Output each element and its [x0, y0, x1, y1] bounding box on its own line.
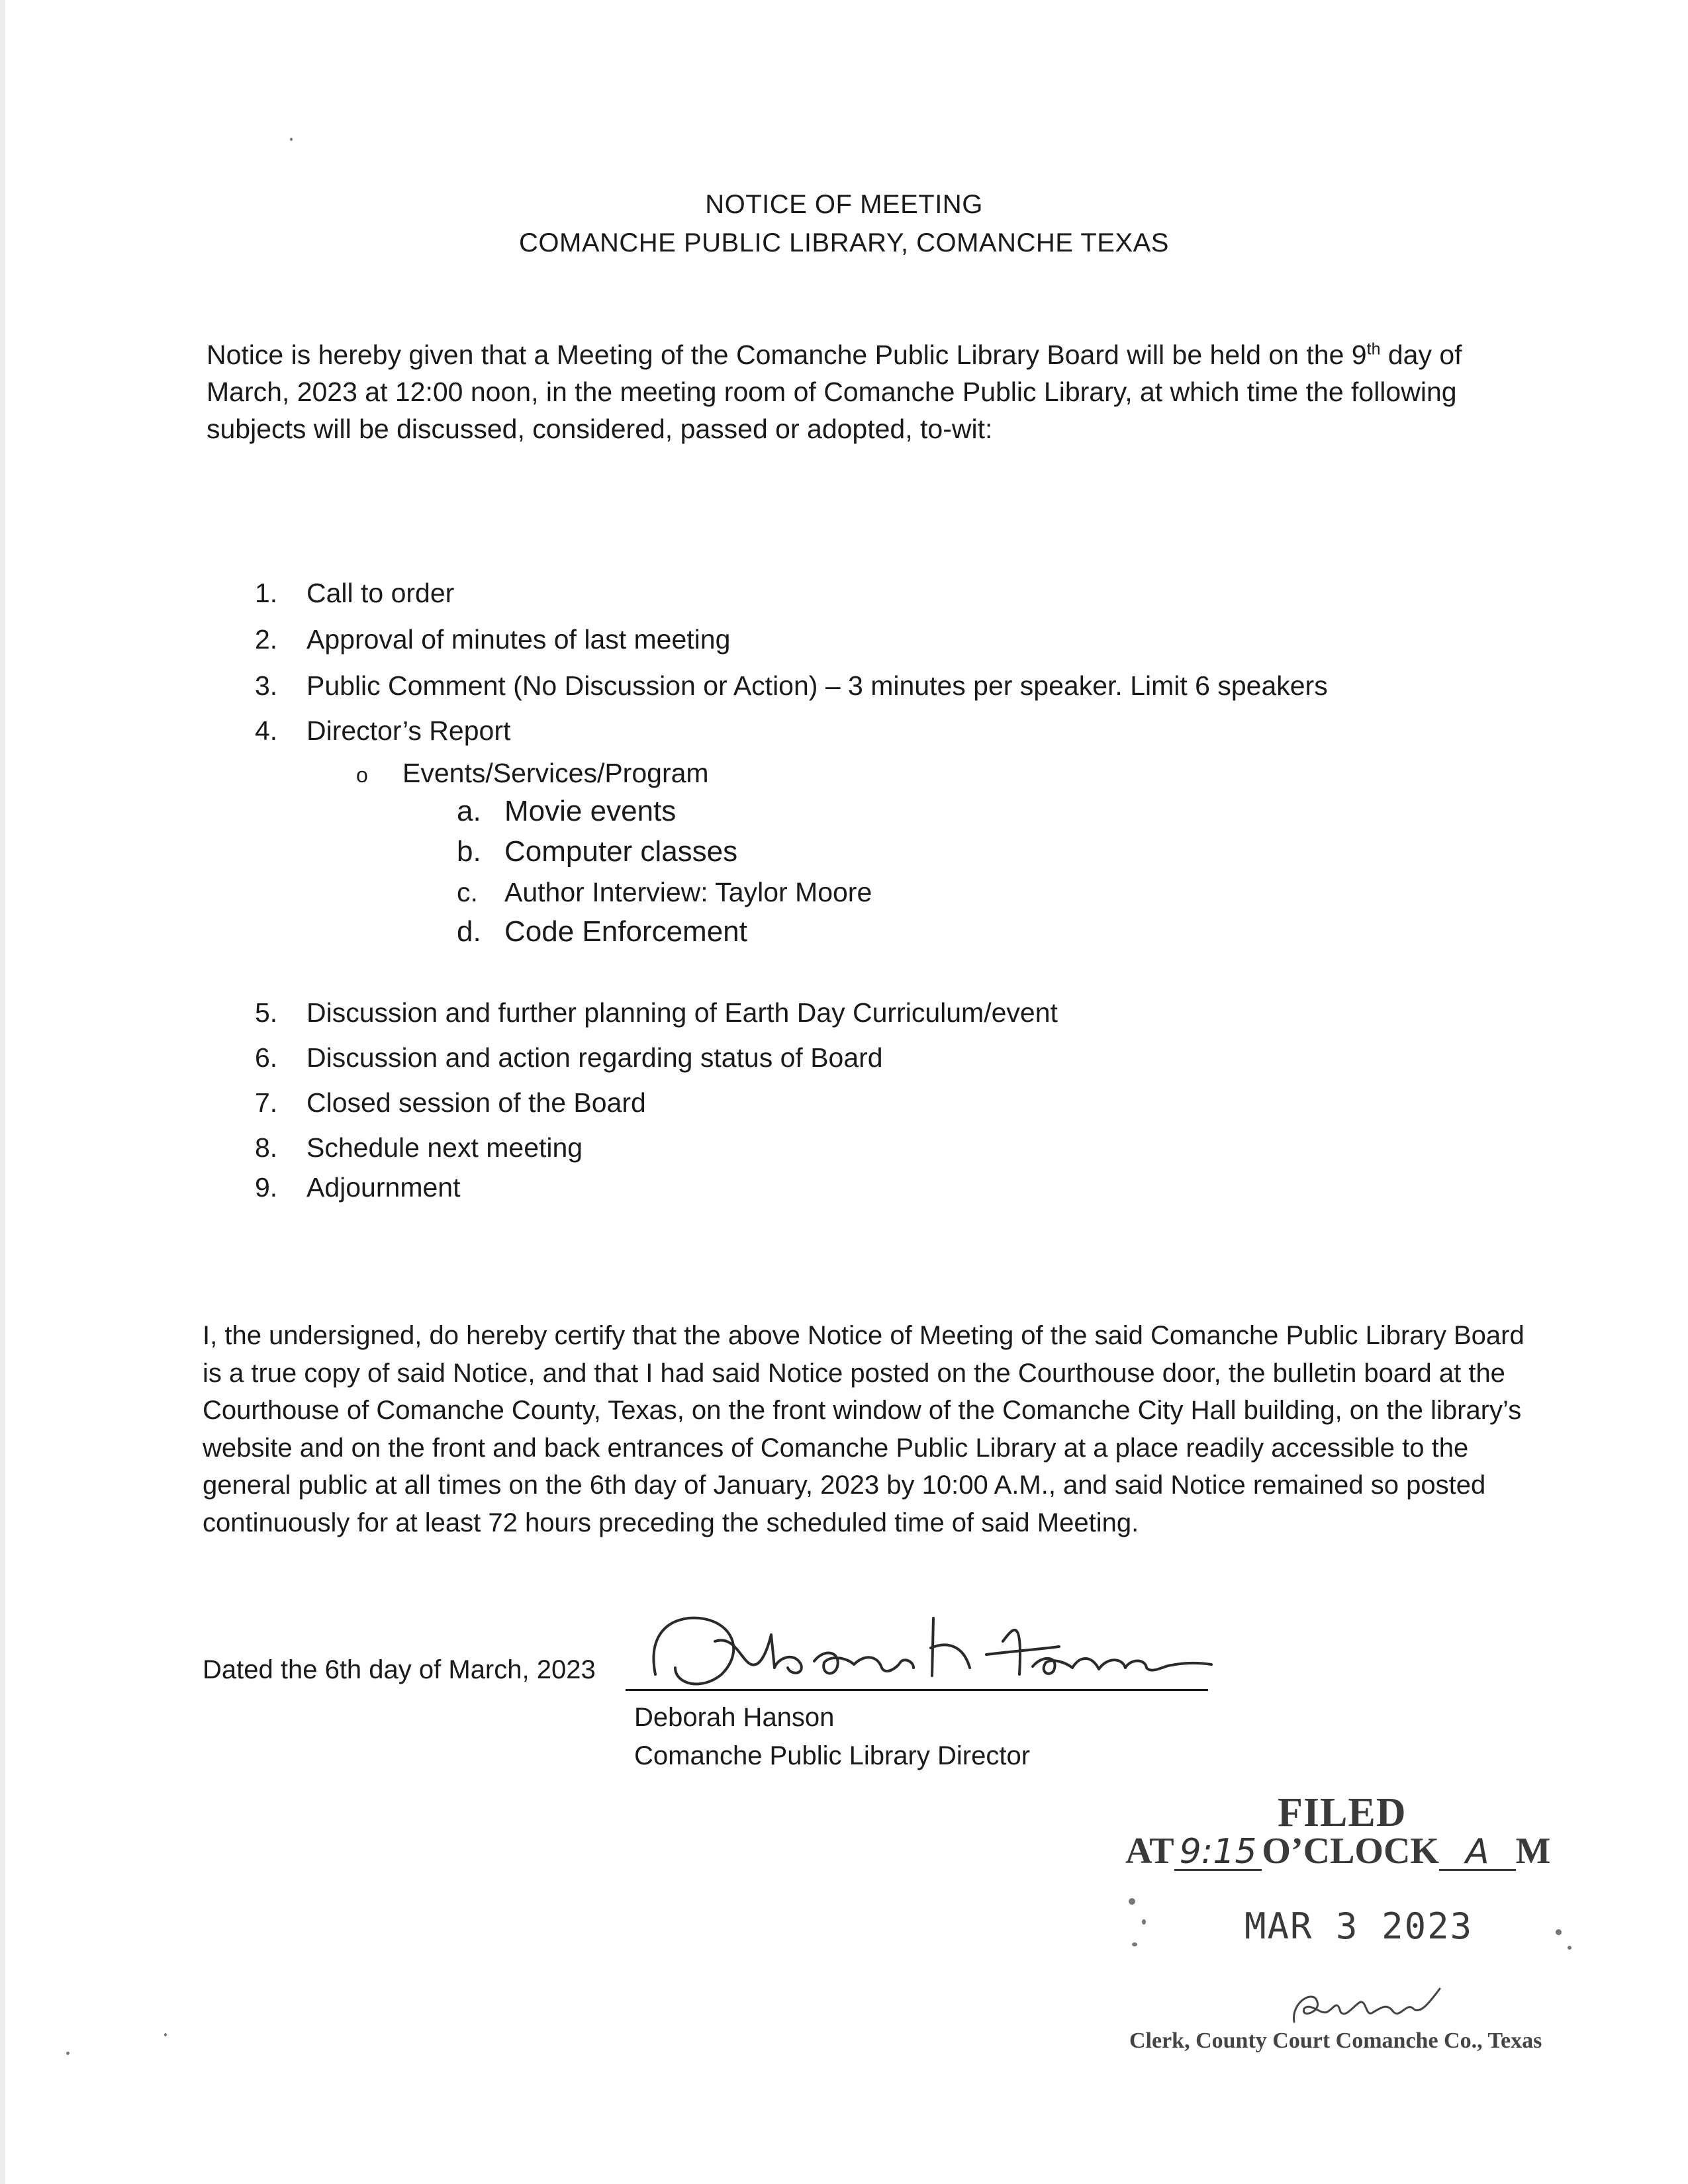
- intro-text-start: Notice is hereby given that a Meeting of the Comanche Public Library Board will be held on the 9: [207, 340, 1367, 370]
- agenda-number: 8.: [255, 1132, 278, 1163]
- agenda-item-8: [255, 1129, 583, 1166]
- stamp-m: M: [1515, 1831, 1551, 1872]
- stamp-oclock: O’CLOCK: [1262, 1831, 1439, 1872]
- subsub-letter: d.: [457, 915, 481, 948]
- agenda-text: Public Comment (No Discussion or Action) – 3 minutes per speaker. Limit 6 speakers: [306, 670, 1328, 701]
- intro-text-end: day of March, 2023 at 12:00 noon, in the meeting room of Comanche Public Library, at which time the following subjects will be discussed, considered, passed or adopted, to-wit:: [207, 340, 1462, 444]
- agenda-text: Schedule next meeting: [306, 1132, 583, 1163]
- scan-speck: [164, 2033, 167, 2036]
- clerk-signature: [1274, 1982, 1446, 2032]
- scan-speck: [66, 2052, 70, 2055]
- subsub-item-c: [457, 874, 872, 911]
- agenda-item-4: [255, 712, 510, 749]
- subsub-letter: b.: [457, 835, 481, 868]
- agenda-text: Call to order: [306, 578, 455, 608]
- filed-stamp-date: MAR 3 2023: [1244, 1905, 1474, 1947]
- handwritten-time: 9:15: [1174, 1835, 1262, 1871]
- handwritten-signature: [635, 1602, 1218, 1694]
- subsub-item-a: [457, 793, 676, 830]
- subsub-item-b: [457, 833, 737, 870]
- library-name: COMANCHE PUBLIC LIBRARY, COMANCHE TEXAS: [519, 228, 1169, 257]
- agenda-number: 4.: [255, 715, 278, 746]
- agenda-item-5: [255, 994, 1058, 1031]
- filed-stamp-title: FILED: [1278, 1790, 1407, 1835]
- scan-speck: [1142, 1919, 1146, 1925]
- handwritten-ampm: A: [1439, 1835, 1516, 1871]
- intro-paragraph: [207, 336, 1517, 447]
- clerk-title: Clerk, County Court Comanche Co., Texas: [1129, 2028, 1542, 2053]
- scan-speck: [1568, 1946, 1571, 1950]
- agenda-number: 9.: [255, 1172, 278, 1203]
- agenda-text: Approval of minutes of last meeting: [306, 624, 731, 655]
- notice-header: [0, 185, 1688, 262]
- signer-title: Comanche Public Library Director: [634, 1741, 1031, 1770]
- agenda-text: Discussion and action regarding status of Board: [306, 1042, 883, 1073]
- subsub-text: Author Interview: Taylor Moore: [504, 877, 872, 907]
- filed-stamp-time-line: [1125, 1831, 1550, 1872]
- agenda-item-7: [255, 1084, 646, 1121]
- sub-text: Events/Services/Program: [402, 758, 709, 788]
- ordinal-suffix: th: [1366, 340, 1381, 359]
- scan-speck: [1556, 1929, 1562, 1935]
- agenda-text: Discussion and further planning of Earth Day Curriculum/event: [306, 997, 1058, 1028]
- agenda-item-2: [255, 621, 730, 658]
- agenda-number: 2.: [255, 624, 278, 655]
- agenda-text: Adjournment: [306, 1172, 461, 1203]
- subsub-text: Code Enforcement: [504, 915, 747, 948]
- sub-bullet: o: [356, 763, 368, 787]
- dated-line: Dated the 6th day of March, 2023: [203, 1655, 596, 1684]
- agenda-number: 1.: [255, 578, 278, 608]
- stamp-at-prefix: AT: [1125, 1831, 1174, 1872]
- subsub-letter: a.: [457, 795, 481, 827]
- scan-speck: [1129, 1898, 1135, 1905]
- agenda-item-1: [255, 574, 454, 612]
- scan-speck: [1132, 1942, 1137, 1946]
- subsub-letter: c.: [457, 877, 478, 907]
- agenda-number: 3.: [255, 670, 278, 701]
- agenda-number: 7.: [255, 1087, 278, 1118]
- agenda-item-3: [255, 667, 1328, 704]
- agenda-text: Director’s Report: [306, 715, 511, 746]
- subsub-text: Computer classes: [504, 835, 738, 868]
- signer-name: Deborah Hanson: [634, 1703, 835, 1732]
- agenda-number: 6.: [255, 1042, 278, 1073]
- notice-title: NOTICE OF MEETING: [705, 190, 983, 219]
- agenda-text: Closed session of the Board: [306, 1087, 646, 1118]
- scan-edge: [0, 0, 5, 2184]
- signer-block: [634, 1698, 1030, 1775]
- agenda-item-6: [255, 1039, 883, 1076]
- sub-item-events: [356, 754, 709, 794]
- subsub-item-d: [457, 913, 747, 950]
- certification-paragraph: I, the undersigned, do hereby certify that the above Notice of Meeting of the said Comanche Public Library Board is a true copy of said Notice, and that I had said Notice posted on the Courthouse door, the bulletin board at the Courthouse of Comanche County, Texas, on the front window of the Comanche City Hall building, on the library’s website and on the front and back entrances of Comanche Public Library at a place readily accessible to the general public at all times on the 6th day of January, 2023 by 10:00 A.M., and said Notice remained so posted continuously for at least 72 hours preceding the scheduled time of said Meeting.: [203, 1321, 1524, 1537]
- scan-speck: [290, 138, 293, 141]
- agenda-number: 5.: [255, 997, 278, 1028]
- subsub-text: Movie events: [504, 795, 677, 827]
- agenda-item-9: [255, 1169, 460, 1206]
